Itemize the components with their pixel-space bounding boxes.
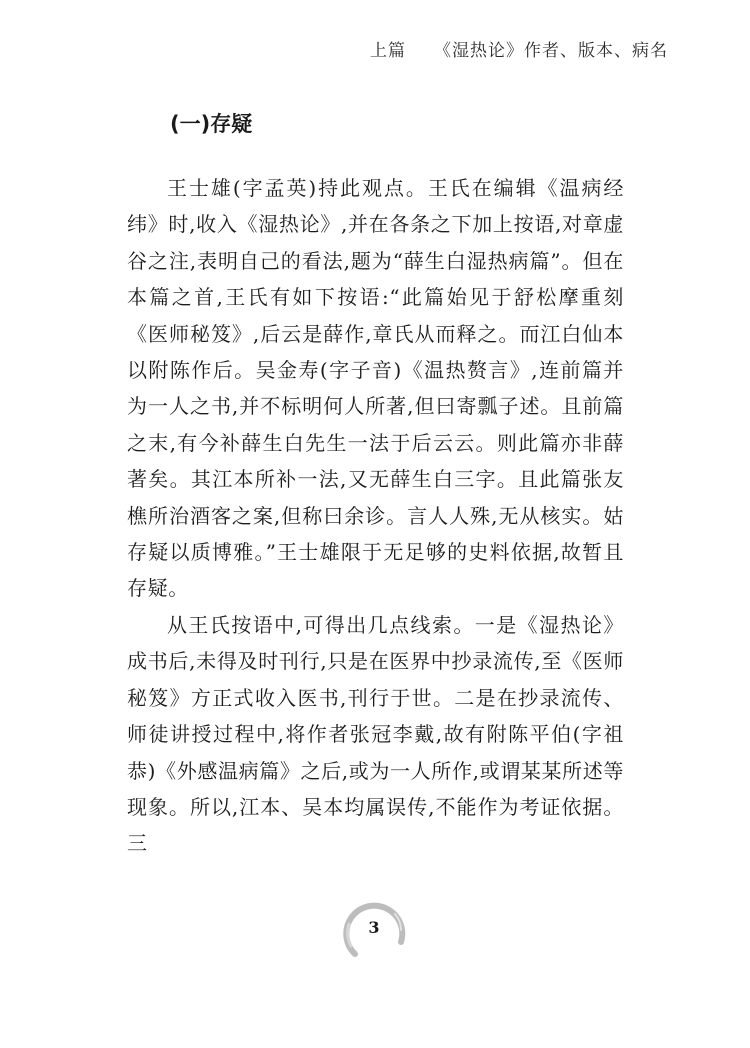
section-heading: (一)存疑: [170, 112, 253, 136]
paragraph-2: 从王氏按语中,可得出几点线索。一是《湿热论》成书后,未得及时刊行,只是在医界中抄录流传,至《医师秘笈》方正式收入医书,刊行于世。二是在抄录流传、师徒讲授过程中,将作者张冠李戴,故有附陈平伯(字祖恭)《外感温病篇》之后,或为一人所作,或谓某某所述等现象。所以,江本、吴本均属误传,不能作为考证依据。三: [127, 612, 624, 856]
paragraph-1: 王士雄(字孟英)持此观点。王氏在编辑《温病经纬》时,收入《湿热论》,并在各条之下加上按语,对章虚谷之注,表明自己的看法,题为“薛生白湿热病篇”。但在本篇之首,王氏有如下按语:“此篇始见于舒松摩重刻《医师秘笈》,后云是薛作,章氏从而释之。而江白仙本以附陈作后。吴金寿(字子音)《温热赘言》,连前篇并为一人之书,并不标明何人所著,但曰寄瓢子述。且前篇之末,有今补薛生白先生一法于后云云。则此篇亦非薛著矣。其江本所补一法,又无薛生白三字。且此篇张友樵所治酒客之案,但称曰余诊。言人人殊,无从核实。姑存疑以质博雅。”王士雄限于无足够的史料依据,故暂且存疑。: [127, 176, 624, 601]
header-part: 上篇: [370, 41, 406, 61]
header-chapter-title: 《湿热论》作者、版本、病名: [434, 41, 668, 61]
running-header: [370, 36, 668, 61]
body-text: [127, 170, 624, 862]
page-number: 3: [368, 918, 380, 937]
